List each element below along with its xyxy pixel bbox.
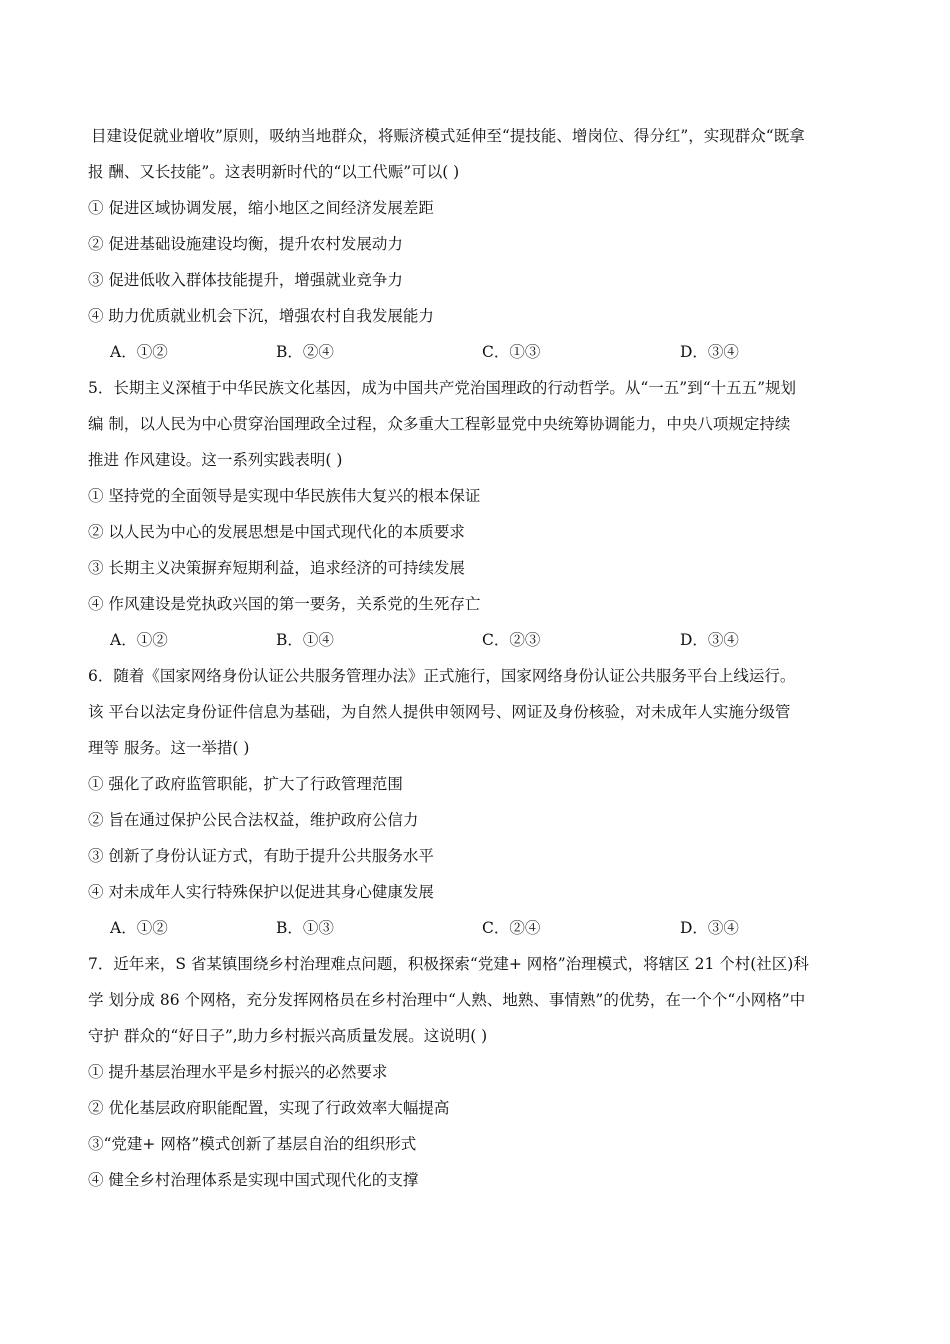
statement-option: ③“党建+ 网格”模式创新了基层自治的组织形式 xyxy=(88,1135,417,1153)
choice-d: D．③④ xyxy=(680,919,739,937)
stem-line: 报 酬、又长技能”。这表明新时代的“以工代赈”可以( ) xyxy=(88,163,460,181)
statement-option: ① 强化了政府监管职能，扩大了行政管理范围 xyxy=(88,775,403,793)
choice-c: C．②③ xyxy=(482,631,541,649)
statement-option: ③ 长期主义决策摒弃短期利益，追求经济的可持续发展 xyxy=(88,559,465,577)
stem-line: 编 制，以人民为中心贯穿治国理政全过程，众多重大工程彰显党中央统筹协调能力，中央八项规定持续 xyxy=(88,415,791,433)
stem-line: 6．随着《国家网络身份认证公共服务管理办法》正式施行，国家网络身份认证公共服务平台上线运行。 xyxy=(88,667,796,685)
statement-option: ② 以人民为中心的发展思想是中国式现代化的本质要求 xyxy=(88,523,465,541)
choice-b: B．①③ xyxy=(276,919,334,937)
question-4-stem xyxy=(88,118,863,190)
answer-choices xyxy=(88,622,863,658)
question-7-stem xyxy=(88,946,863,1054)
statement-option: ④ 作风建设是党执政兴国的第一要务，关系党的生死存亡 xyxy=(88,595,481,613)
question-6-stem xyxy=(88,658,863,766)
choice-a: A．①② xyxy=(110,631,168,649)
choice-c: C．②④ xyxy=(482,919,541,937)
statement-option: ④ 助力优质就业机会下沉，增强农村自我发展能力 xyxy=(88,307,434,325)
choice-a: A．①② xyxy=(110,919,168,937)
choice-b: B．②④ xyxy=(276,343,334,361)
question-5-stem xyxy=(88,370,863,478)
statement-option: ④ 健全乡村治理体系是实现中国式现代化的支撑 xyxy=(88,1171,419,1189)
statement-option: ③ 创新了身份认证方式，有助于提升公共服务水平 xyxy=(88,847,434,865)
statement-option: ① 促进区域协调发展，缩小地区之间经济发展差距 xyxy=(88,199,434,217)
statement-option: ① 提升基层治理水平是乡村振兴的必然要求 xyxy=(88,1063,388,1081)
statement-option: ④ 对未成年人实行特殊保护以促进其身心健康发展 xyxy=(88,883,434,901)
choice-b: B．①④ xyxy=(276,631,334,649)
answer-choices xyxy=(88,910,863,946)
choice-d: D．③④ xyxy=(680,631,739,649)
stem-line: 守护 群众的“好日子”,助力乡村振兴高质量发展。这说明( ) xyxy=(88,1027,488,1045)
question-7 xyxy=(88,946,863,1198)
stem-line: 该 平台以法定身份证件信息为基础，为自然人提供申领网号、网证及身份核验，对未成年人实施分级管 xyxy=(88,703,791,721)
choice-a: A．①② xyxy=(110,343,168,361)
exam-page xyxy=(88,118,863,1198)
stem-line: 7．近年来，S 省某镇围绕乡村治理难点问题，积极探索“党建+ 网格”治理模式，将辖区 21 个村(社区)科 xyxy=(88,955,809,973)
stem-line: 理等 服务。这一举措( ) xyxy=(88,739,250,757)
statement-option: ② 优化基层政府职能配置，实现了行政效率大幅提高 xyxy=(88,1099,450,1117)
stem-line: 学 划分成 86 个网格，充分发挥网格员在乡村治理中“人熟、地熟、事情熟”的优势，在一个个“小网格”中 xyxy=(88,991,806,1009)
choice-c: C．①③ xyxy=(482,343,541,361)
stem-line: 目建设促就业增收”原则，吸纳当地群众，将赈济模式延伸至“提技能、增岗位、得分红”，实现群众“既拿 xyxy=(91,127,805,145)
stem-line: 推进 作风建设。这一系列实践表明( ) xyxy=(88,451,343,469)
question-4-continued xyxy=(88,118,863,370)
choice-d: D．③④ xyxy=(680,343,739,361)
statement-option: ③ 促进低收入群体技能提升，增强就业竞争力 xyxy=(88,271,403,289)
statement-option: ② 旨在通过保护公民合法权益，维护政府公信力 xyxy=(88,811,419,829)
statement-option: ② 促进基础设施建设均衡，提升农村发展动力 xyxy=(88,235,403,253)
statement-option: ① 坚持党的全面领导是实现中华民族伟大复兴的根本保证 xyxy=(88,487,481,505)
question-6 xyxy=(88,658,863,946)
stem-line: 5．长期主义深植于中华民族文化基因，成为中国共产党治国理政的行动哲学。从“一五”到“十五五”规划 xyxy=(88,379,797,397)
answer-choices xyxy=(88,334,863,370)
question-5 xyxy=(88,370,863,658)
